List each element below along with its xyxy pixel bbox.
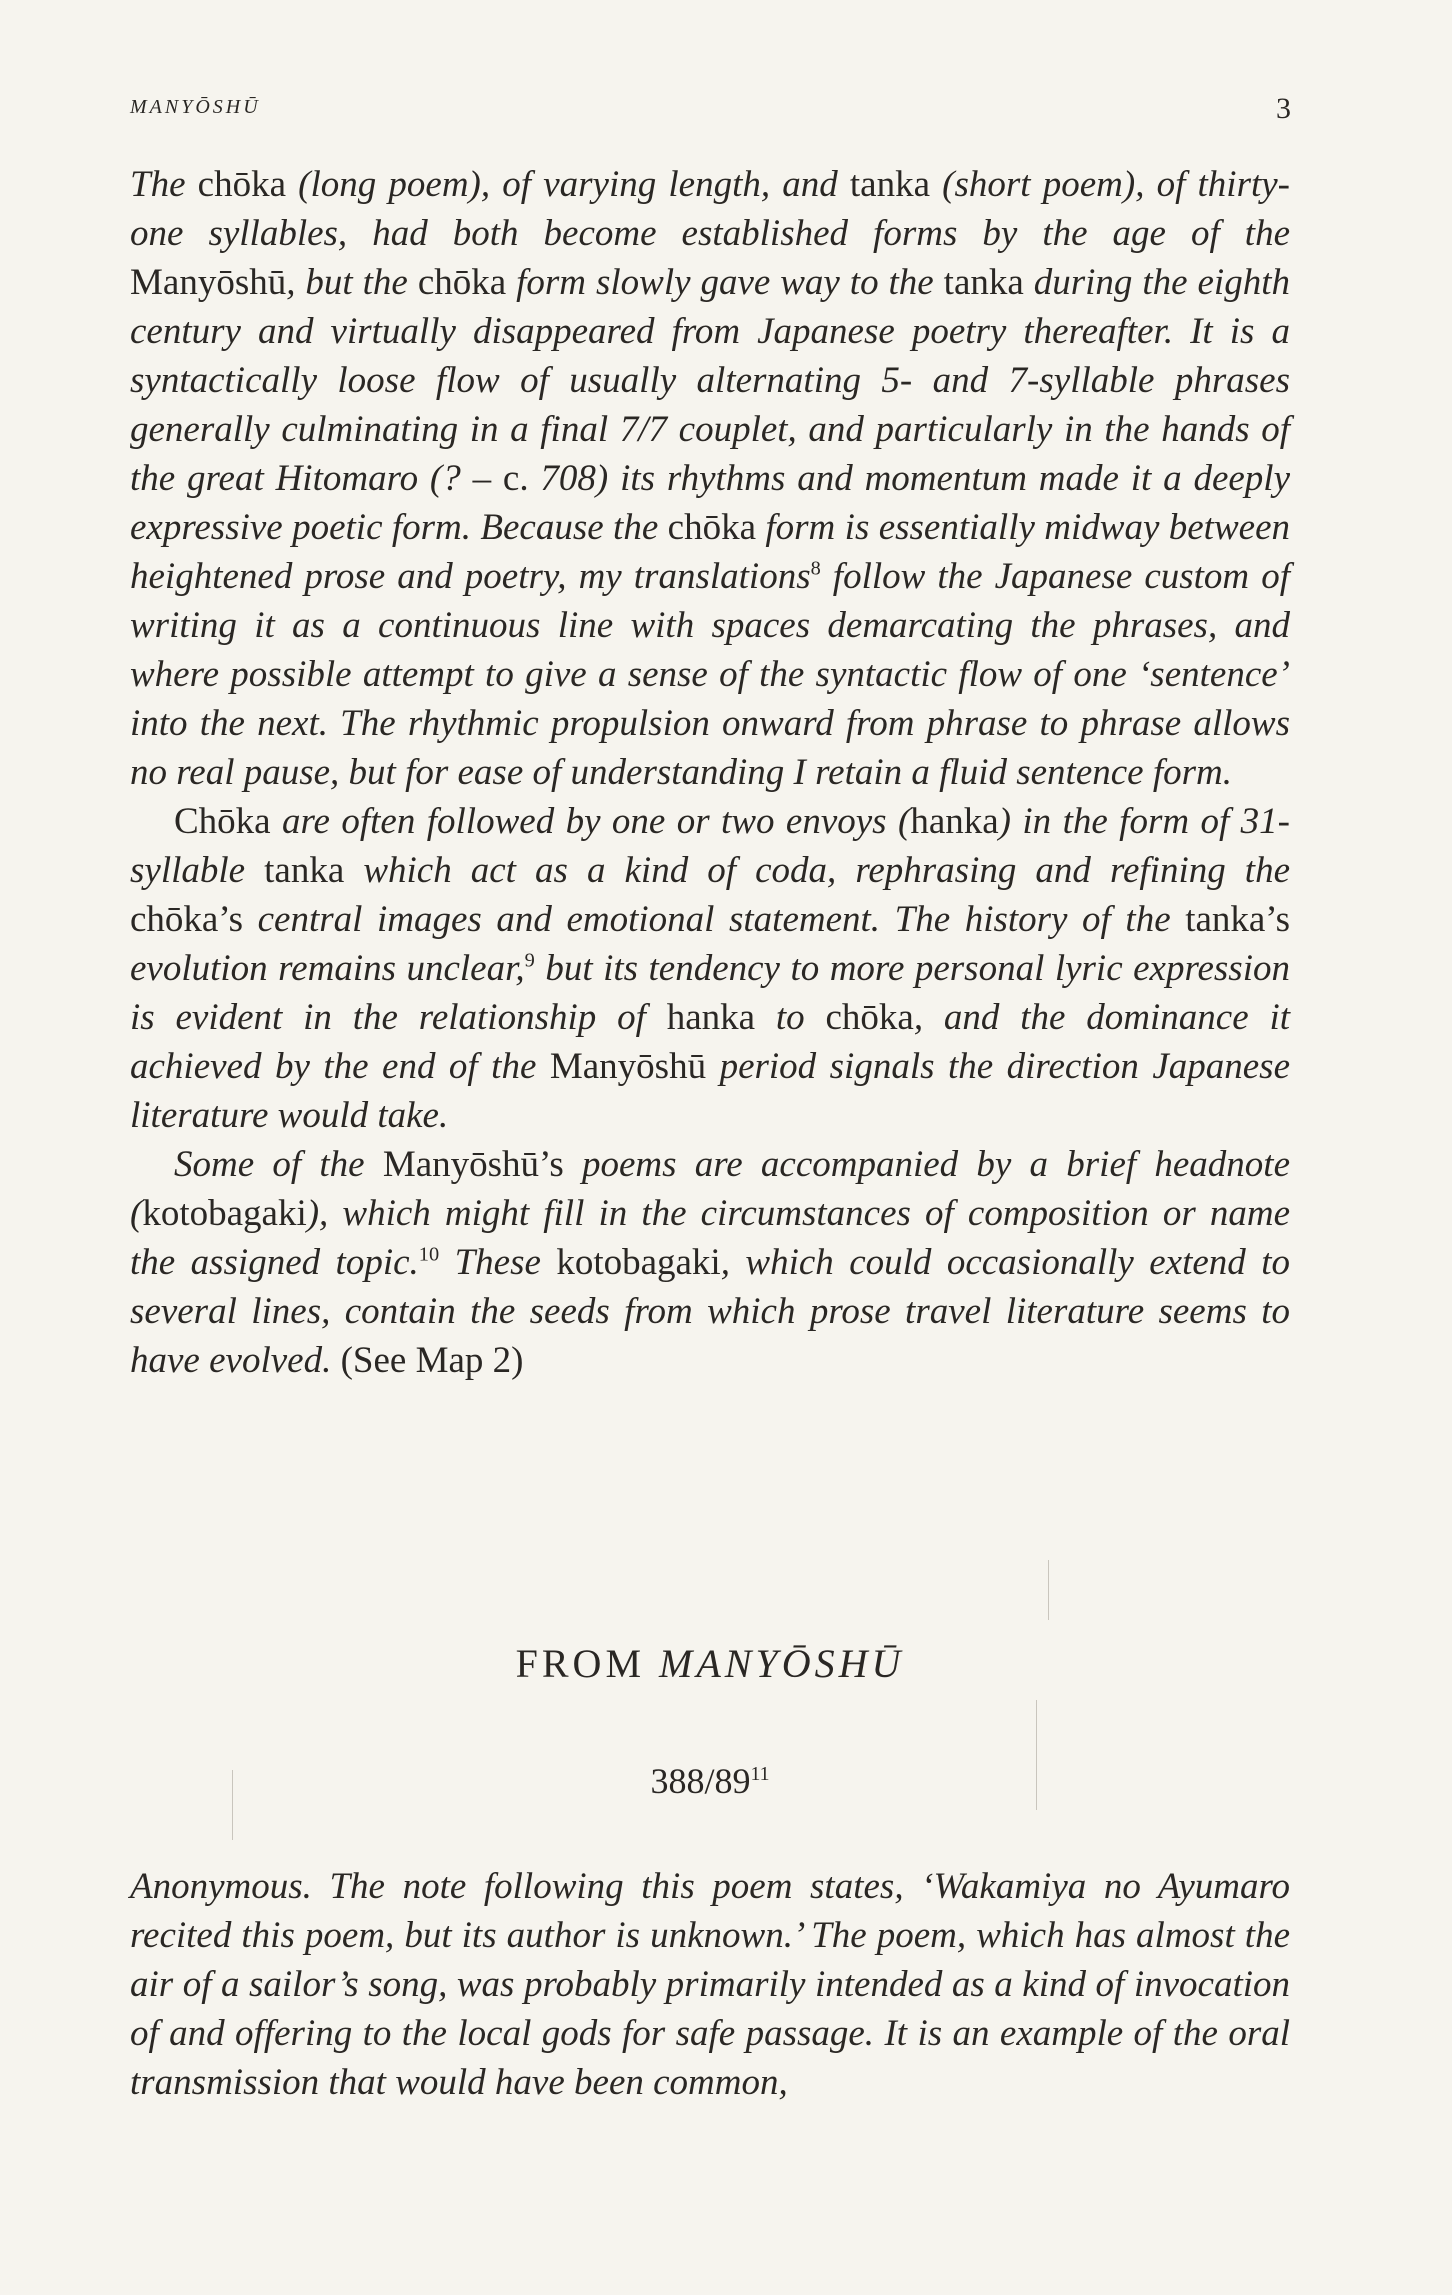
page-number: 3 [1276, 92, 1291, 125]
italic-text: evolution remains unclear, [130, 948, 525, 989]
roman-text: Chōka [174, 801, 271, 842]
italic-text: 708) its rhythms and momentum made it a deeply expressive poetic form. Because the [130, 458, 1290, 548]
italic-text: , which could occasionally extend to several lines, contain the seeds from which prose travel literature seems to have evolved. [130, 1242, 1291, 1381]
italic-text: (long poem), of varying length, and [286, 164, 850, 205]
roman-text: hanka [666, 997, 756, 1038]
paragraph-headnotes [130, 1140, 1290, 1385]
italic-text: form is essentially midway between heightened prose and poetry, my translations [130, 507, 1290, 597]
roman-text: (See Map 2) [340, 1340, 524, 1381]
italic-text: which act as a kind of coda, rephrasing and refining the [344, 850, 1290, 891]
margin-mark [232, 1770, 233, 1840]
roman-text: tanka [943, 262, 1024, 303]
poem-note-ref: 11 [750, 1763, 770, 1785]
italic-text: period signals the direction Japanese literature would take. [130, 1046, 1291, 1136]
paragraph-envoys [130, 797, 1290, 1140]
roman-text: tanka’s [1185, 899, 1290, 940]
italic-text: follow the Japanese custom of writing it as a continuous line with spaces demarcating the phrases, and where possible attempt to give a sense of the syntactic flow of one ‘sentence’ into the next. The rhythmic propulsion onward from phrase to phrase allows no real pause, but for ease of understanding I retain a fluid sentence form. [130, 556, 1290, 793]
poem-headnote [130, 1862, 1290, 2107]
roman-text: chōka [667, 507, 756, 548]
poem-number-text: 388/89 [650, 1761, 751, 1801]
roman-text: chōka [825, 997, 914, 1038]
roman-text: tanka [849, 164, 931, 205]
roman-text: chōka’s [130, 899, 244, 940]
italic-text: but its tendency to more personal lyric expression is evident in the relationship of [130, 948, 1290, 1038]
italic-text: central images and emotional statement. The history of the [243, 899, 1186, 940]
roman-text: tanka [264, 850, 345, 891]
roman-text: kotobagaki [142, 1193, 307, 1234]
paragraph-choka [130, 160, 1290, 797]
footnote-ref: 9 [524, 949, 535, 972]
running-head: MANYŌSHŪ [130, 96, 261, 118]
roman-text: c. [502, 458, 529, 499]
margin-mark [1036, 1700, 1037, 1810]
footnote-ref: 8 [810, 557, 821, 580]
roman-text: kotobagaki [556, 1242, 721, 1283]
italic-text: (short poem), of thirty-one syllables, had both become established forms by the age of the [130, 164, 1290, 254]
roman-text: Manyōshū’s [382, 1144, 564, 1185]
italic-text: , but the [286, 262, 418, 303]
section-title-italic: MANYŌSHŪ [659, 1641, 905, 1686]
headnote-text: Anonymous. The note following this poem states, ‘Wakamiya no Ayumaro recited this poem, but its author is unknown.’ The poem, which has almost the air of a sailor’s song, was probably primarily intended as a kind of invocation of and offering to the local gods for safe passage. It is an example of the oral transmission that would have been common, [130, 1866, 1290, 2103]
italic-text: These [439, 1242, 557, 1283]
italic-text: The [130, 164, 198, 205]
section-title [130, 1640, 1290, 1687]
footnote-ref: 10 [418, 1243, 440, 1266]
italic-text: ), which might fill in the circumstances of composition or name the assigned topic. [130, 1193, 1290, 1283]
italic-text: to [755, 997, 826, 1038]
italic-text: Some of the [174, 1144, 383, 1185]
margin-mark [1048, 1560, 1049, 1620]
italic-text: , and the dominance it achieved by the end of the [130, 997, 1291, 1087]
body-text [130, 160, 1290, 1385]
italic-text: form slowly gave way to the [506, 262, 944, 303]
roman-text: chōka [197, 164, 287, 205]
roman-text: Manyōshū [549, 1046, 707, 1087]
roman-text: chōka [417, 262, 507, 303]
roman-text: Manyōshū [130, 262, 287, 303]
poem-number [130, 1760, 1290, 1802]
italic-text: poems are accompanied by a brief headnote ( [130, 1144, 1291, 1234]
italic-text: during the eighth century and virtually disappeared from Japanese poetry thereafter. It is a syntactically loose flow of usually alternating 5- and 7-syllable phrases generally culminating in a final 7/7 couplet, and particularly in the hands of the great Hitomaro (? – [130, 262, 1290, 499]
roman-text: hanka [910, 801, 999, 842]
italic-text: ) in the form of 31-syllable [130, 801, 1290, 891]
italic-text: are often followed by one or two envoys ( [270, 801, 911, 842]
section-title-prefix: FROM [515, 1641, 660, 1686]
